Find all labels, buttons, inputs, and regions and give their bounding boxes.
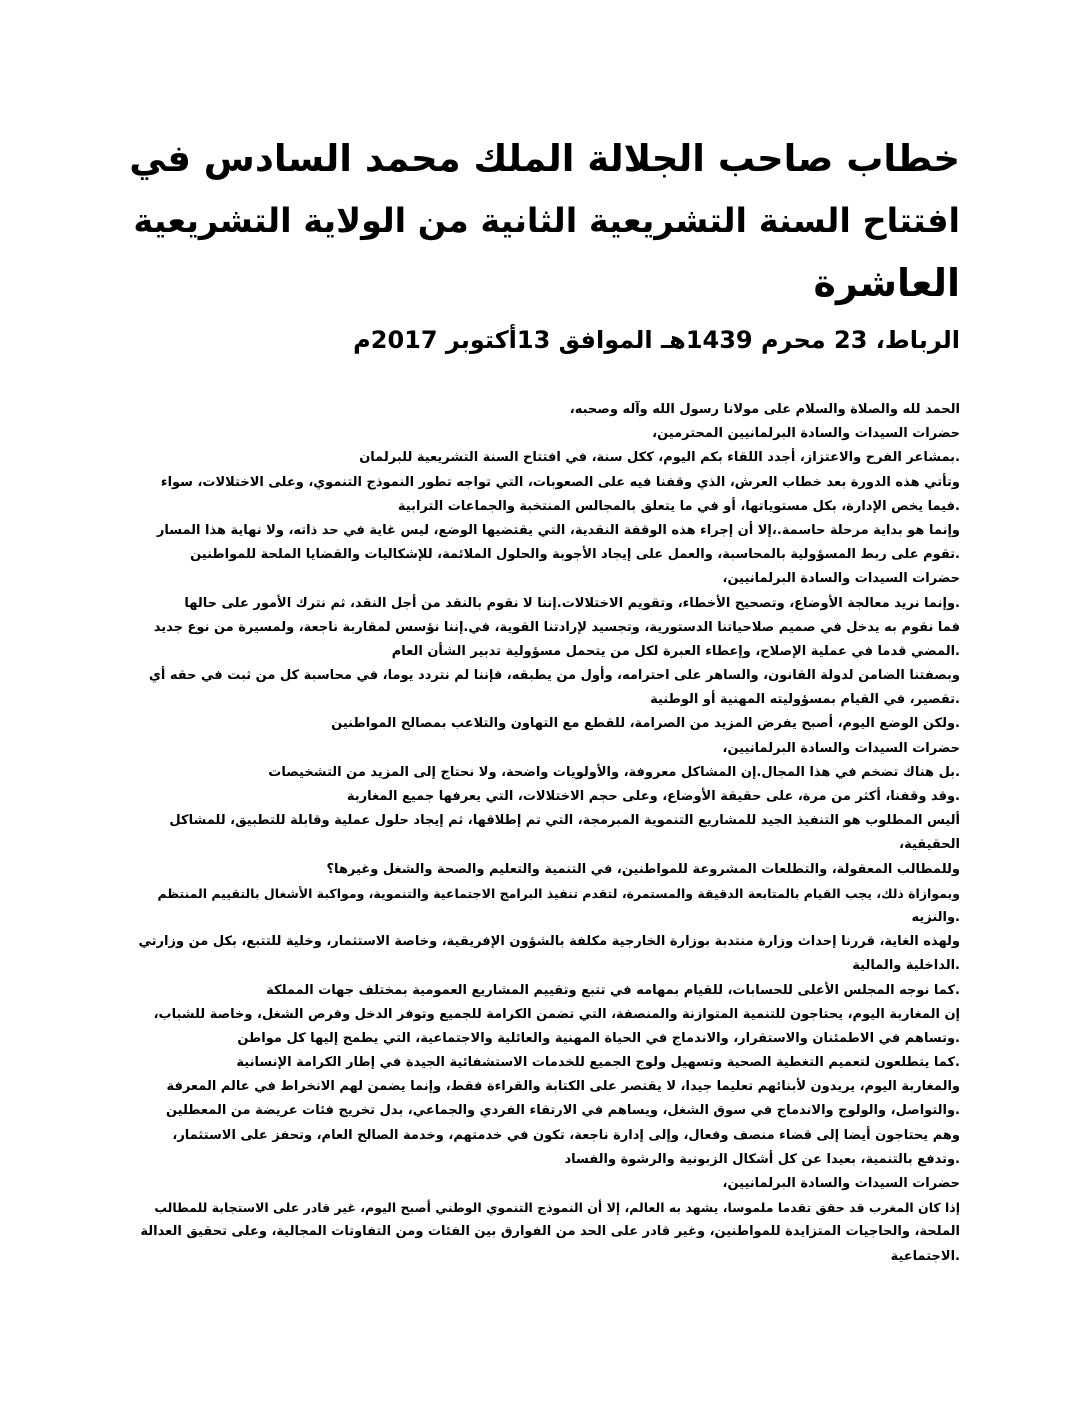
dateline: الرباط، 23 محرم 1439هـ الموافق 13أكتوبر 2017م: [353, 326, 960, 354]
body-line: إذا كان المغرب قد حقق تقدما ملموسا، يشهد به العالم، إلا أن النموذج التنموي الوطني أصبح اليوم، غير قادر على الاستجابة للمطالب: [154, 1200, 960, 1216]
body-line: فما نقوم به يدخل في صميم صلاحياتنا الدستورية، وتجسيد لإرادتنا القوية، في.إننا نؤسس لمقاربة ناجعة، ولمسيرة من نوع جديد: [153, 619, 960, 635]
speech-body: [128, 398, 960, 1269]
body-line: .الداخلية والمالية: [852, 958, 960, 974]
body-line: الملحة، والحاجيات المتزايدة للمواطنين، وغير قادر على الحد من الفوارق بين الفئات ومن التفاوتات المجالية، وعلى تحقيق العدالة: [140, 1224, 960, 1240]
title-line-1: خطاب صاحب الجلالة الملك محمد السادس في: [129, 137, 960, 180]
body-line: وللمطالب المعقولة، والتطلعات المشروعة للمواطنين، في التنمية والتعليم والصحة والشغل وغيرها؟: [326, 861, 960, 877]
body-line: .المضي قدما في عملية الإصلاح، وإعطاء العبرة لكل من يتحمل مسؤولية تدبير الشأن العام: [391, 643, 960, 659]
body-line: حضرات السيدات والسادة البرلمانيين،: [722, 740, 960, 756]
body-line: ولهذه الغاية، قررنا إحداث وزارة منتدبة بوزارة الخارجية مكلفة بالشؤون الإفريقية، وخاصة الاستثمار، وخلية للتتبع، بكل من وزارتي: [138, 934, 960, 950]
body-line: .وإنما نريد معالجة الأوضاع، وتصحيح الأخطاء، وتقويم الاختلالات.إننا لا نقوم بالنقد من أجل النقد، ثم نترك الأمور على حالها: [184, 595, 960, 611]
body-line: .ولكن الوضع اليوم، أصبح يفرض المزيد من الصرامة، للقطع مع التهاون والتلاعب بمصالح المواطنين: [331, 716, 960, 732]
body-line: وبموازاة ذلك، يجب القيام بالمتابعة الدقيقة والمستمرة، لتقدم تنفيذ البرامج الاجتماعية والتنموية، ومواكبة الأشغال بالتقييم المنتظم: [157, 885, 960, 901]
body-line: .تقصير، في القيام بمسؤوليته المهنية أو الوطنية: [650, 692, 960, 708]
body-line: حضرات السيدات والسادة البرلمانيين،: [722, 571, 960, 587]
body-line: .والتواصل، والولوج والاندماج في سوق الشغل، ويساهم في الارتقاء الفردي والجماعي، بدل تخريج فئات عريضة من المعطلين: [165, 1103, 960, 1119]
body-line: .كما نوجه المجلس الأعلى للحسابات، للقيام بمهامه في تتبع وتقييم المشاريع العمومية بمختلف جهات المملكة: [266, 982, 960, 998]
body-line: أليس المطلوب هو التنفيذ الجيد للمشاريع التنموية المبرمجة، التي تم إطلاقها، ثم إيجاد حلول عملية وقابلة للتطبيق، للمشاكل: [169, 813, 960, 829]
title-line-3: العاشرة: [813, 261, 960, 305]
body-line: إن المغاربة اليوم، يحتاجون للتنمية المتوازنة والمنصفة، التي تضمن الكرامة للجميع وتوفر الدخل وفرص الشغل، وخاصة للشباب،: [153, 1006, 960, 1022]
body-line: حضرات السيدات والسادة البرلمانيين،: [722, 1176, 960, 1191]
body-line: الحمد لله والصلاة والسلام على مولانا رسول الله وآله وصحبه،: [569, 402, 960, 417]
body-line: الحقيقية،: [899, 837, 960, 853]
body-line: .كما يتطلعون لتعميم التغطية الصحية وتسهيل ولوج الجميع للخدمات الاستشفائية الجيدة في إطار الكرامة الإنسانية: [236, 1055, 960, 1071]
body-line: .فيما يخص الإدارة، بكل مستوياتها، أو في ما يتعلق بالمجالس المنتخبة والجماعات الترابية: [397, 498, 960, 514]
body-line: .بمشاعر الفرح والاعتزاز، أجدد اللقاء بكم اليوم، ككل سنة، في افتتاح السنة التشريعية للبرلمان: [359, 450, 960, 466]
body-line: .وتساهم في الاطمئنان والاستقرار، والاندماج في الحياة المهنية والعائلية والاجتماعية، التي يطمح إليها كل مواطن: [237, 1030, 960, 1046]
body-line: .وتدفع بالتنمية، بعيدا عن كل أشكال الزبونية والرشوة والفساد: [564, 1151, 960, 1167]
body-line: .الاجتماعية: [890, 1248, 960, 1264]
body-line: وبصفتنا الضامن لدولة القانون، والساهر على احترامه، وأول من يطبقه، فإننا لم نتردد يوما، في محاسبة كل من ثبت في حقه أي: [148, 668, 960, 684]
title-line-2: افتتاح السنة التشريعية الثانية من الولاية التشريعية: [133, 201, 960, 240]
document-title: [128, 128, 960, 314]
body-line: وهم يحتاجون أيضا إلى قضاء منصف وفعال، وإلى إدارة ناجعة، تكون في خدمتهم، وخدمة الصالح العام، وتحفز على الاستثمار،: [172, 1127, 960, 1143]
body-line: .وقد وقفنا، أكثر من مرة، على حقيقة الأوضاع، وعلى حجم الاختلالات، التي يعرفها جميع المغاربة: [346, 789, 960, 804]
body-line: والمغاربة اليوم، يريدون لأبنائهم تعليما جيدا، لا يقتصر على الكتابة والقراءة فقط، وإنما يضمن لهم الانخراط في عالم المعرفة: [166, 1079, 960, 1095]
body-line: .بل هناك تضخم في هذا المجال.إن المشاكل معروفة، والأولويات واضحة، ولا نحتاج إلى المزيد من التشخيصات: [268, 764, 960, 780]
body-line: حضرات السيدات والسادة البرلمانيين المحترمين،: [652, 426, 960, 442]
body-line: وتأتي هذه الدورة بعد خطاب العرش، الذي وقفنا فيه على الصعوبات، التي تواجه تطور النموذج التنموي، وعلى الاختلالات، سواء: [160, 474, 960, 490]
body-line: .تقوم على ربط المسؤولية بالمحاسبة، والعمل على إيجاد الأجوبة والحلول الملائمة، للإشكاليات والقضايا الملحة للمواطنين: [190, 547, 960, 563]
body-line: وإنما هو بداية مرحلة حاسمة.،إلا أن إجراء هذه الوقفة النقدية، التي يقتضيها الوضع، ليس غاية في حد ذاته، ولا نهاية هذا المسار: [156, 522, 960, 538]
body-line: .والنزيه: [911, 909, 960, 925]
